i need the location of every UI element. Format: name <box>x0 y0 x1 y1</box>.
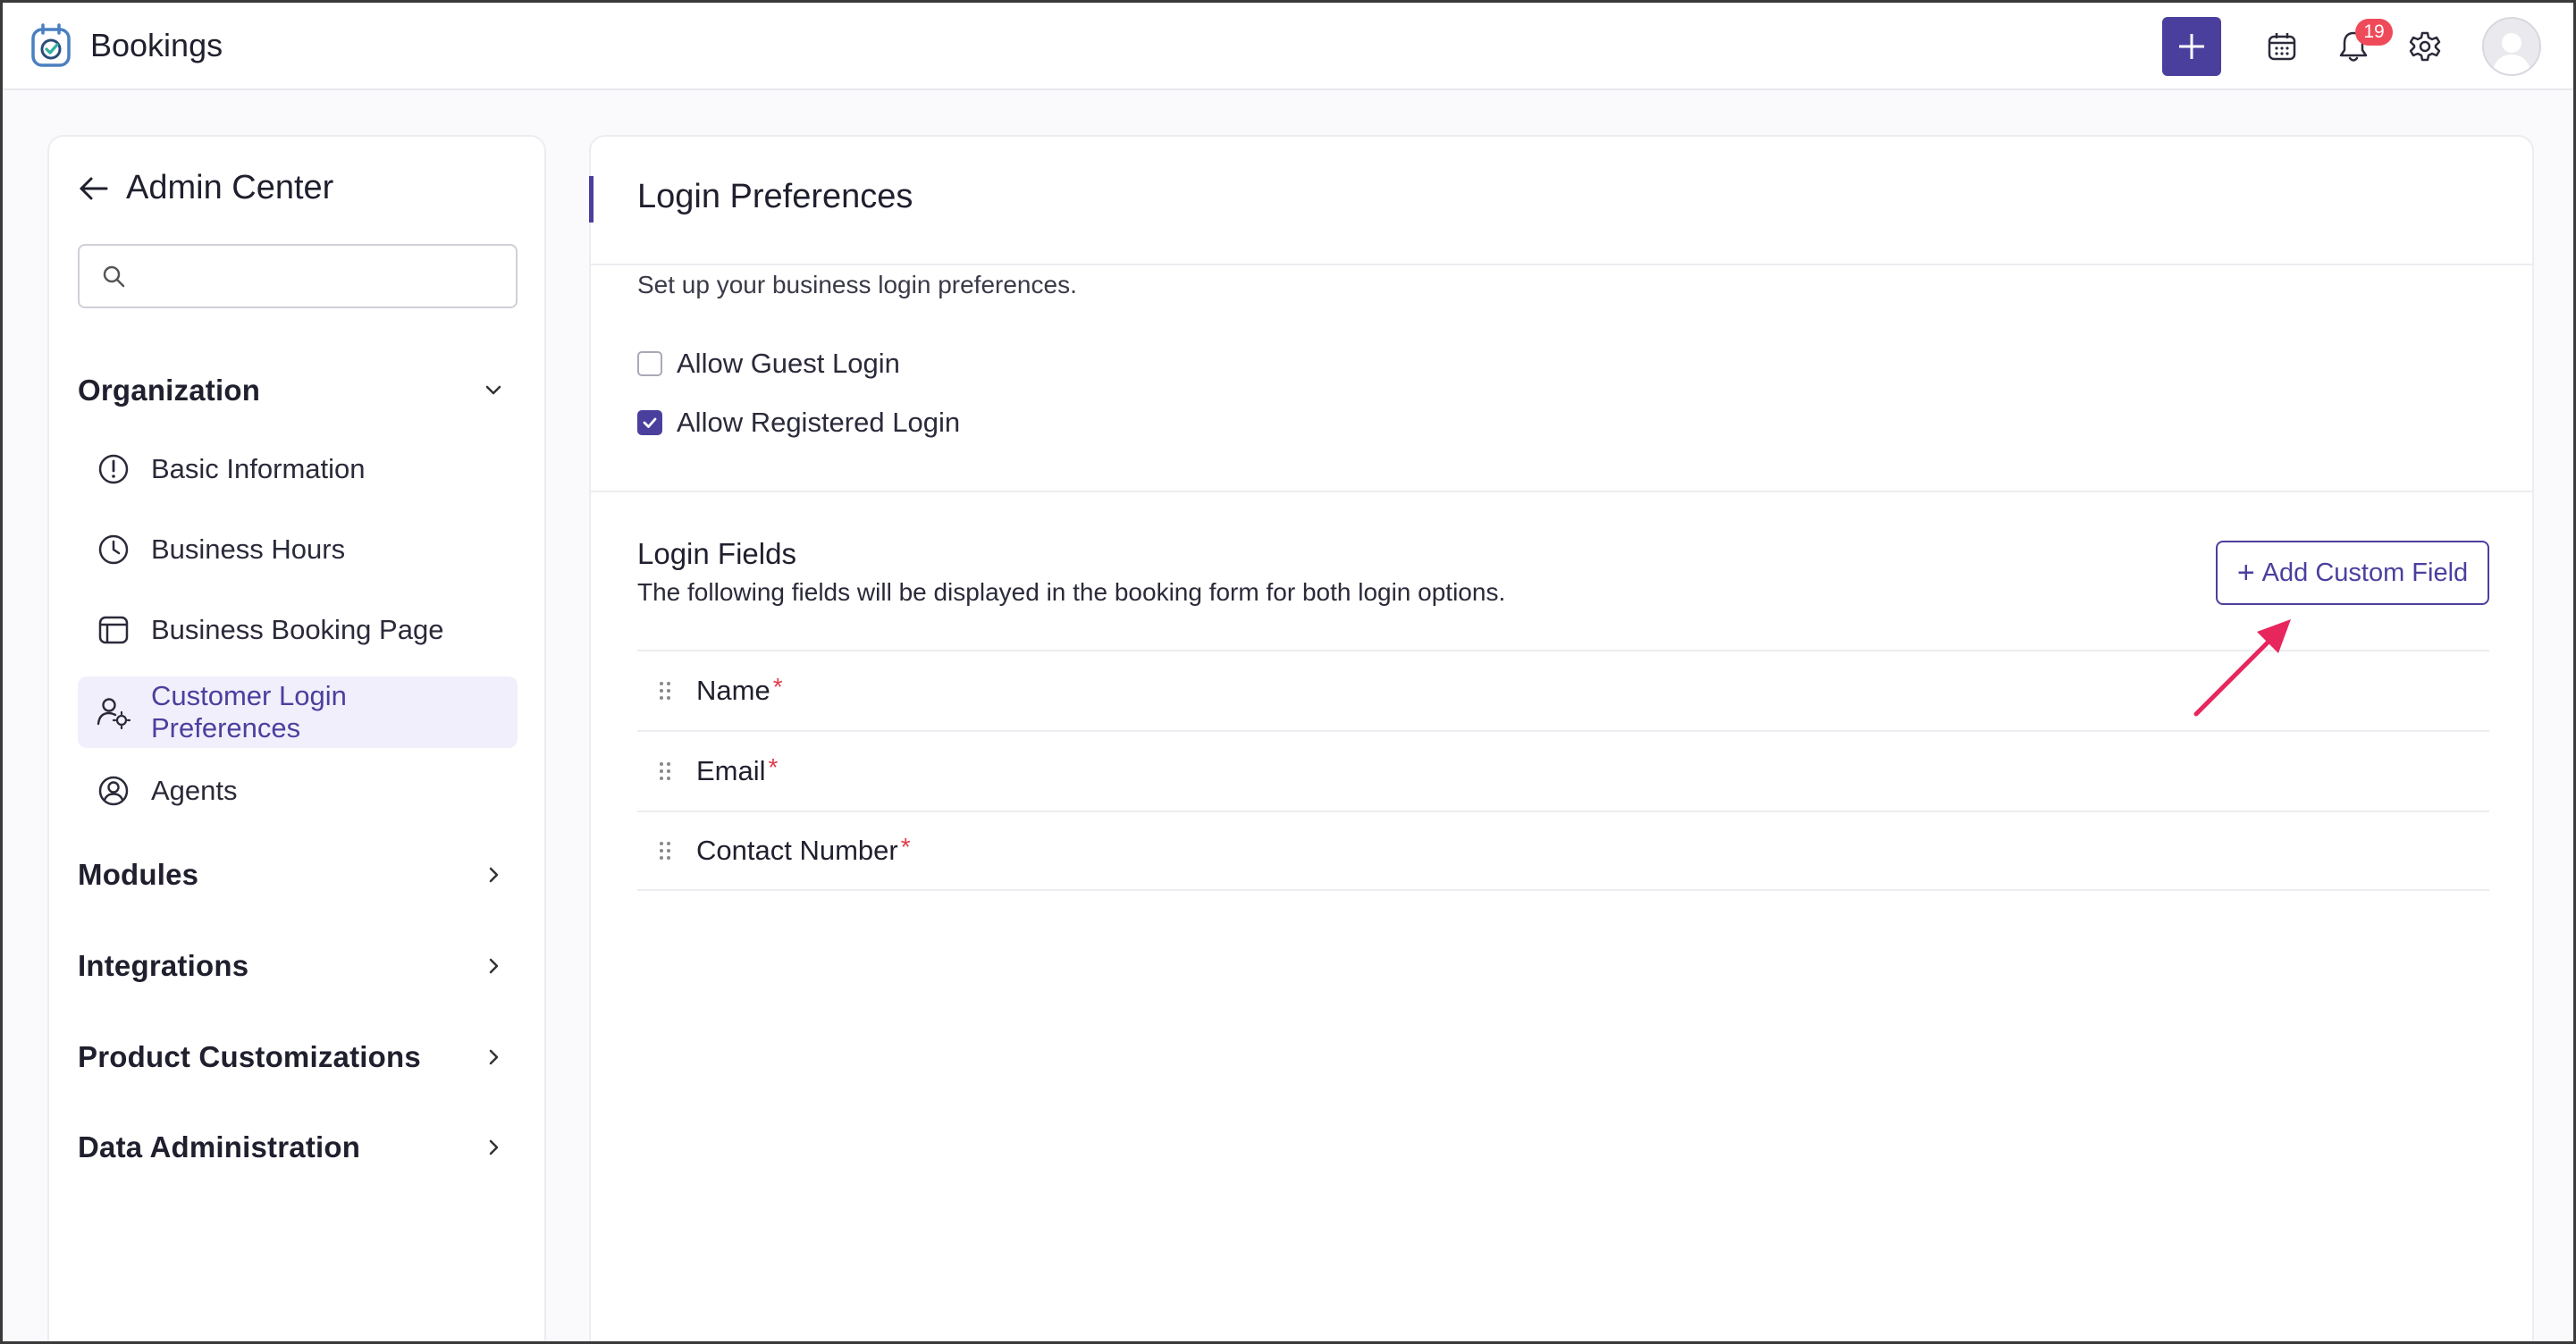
page-description: Set up your business login preferences. <box>637 271 1077 298</box>
sidebar-item-label: Agents <box>151 775 238 806</box>
allow-registered-login-option[interactable] <box>637 407 960 439</box>
chevron-down-icon <box>480 377 507 404</box>
sidebar-item-label: Basic Information <box>151 453 366 484</box>
login-field-row[interactable] <box>637 650 2489 730</box>
top-bar <box>3 3 2573 90</box>
sidebar-search[interactable] <box>78 244 518 308</box>
plus-icon: + <box>2236 556 2255 590</box>
login-preferences-panel <box>589 135 2534 1344</box>
section-product-customizations-label: Product Customizations <box>78 1040 421 1073</box>
section-integrations-label: Integrations <box>78 949 249 982</box>
allow-guest-login-option[interactable] <box>637 348 900 380</box>
allow-guest-login-checkbox[interactable] <box>637 351 662 376</box>
settings-button[interactable] <box>2389 17 2461 76</box>
sidebar-item-label: Business Booking Page <box>151 614 444 645</box>
allow-registered-login-label: Allow Registered Login <box>677 407 961 438</box>
sidebar-item-customer-login-preferences[interactable] <box>78 676 518 748</box>
field-name: Contact Number <box>696 835 898 866</box>
title-accent-bar <box>589 176 593 223</box>
section-modules[interactable] <box>78 848 518 902</box>
allow-registered-login-checkbox[interactable] <box>637 410 662 435</box>
section-organization[interactable] <box>78 364 518 417</box>
section-data-administration[interactable] <box>78 1121 518 1174</box>
allow-guest-login-label: Allow Guest Login <box>677 348 900 379</box>
sidebar-title: Admin Center <box>126 169 334 206</box>
admin-sidebar <box>47 135 546 1344</box>
bookings-logo-icon <box>28 21 76 70</box>
chevron-right-icon <box>480 1044 507 1071</box>
brand[interactable] <box>28 21 223 70</box>
user-circle-icon <box>96 773 131 809</box>
divider <box>591 264 2532 265</box>
page-title: Login Preferences <box>637 178 913 215</box>
add-custom-field-label: Add Custom Field <box>2261 558 2469 587</box>
calendar-button[interactable] <box>2246 17 2318 76</box>
sidebar-search-input[interactable] <box>139 249 516 303</box>
add-custom-field-button[interactable] <box>2216 541 2489 605</box>
sidebar-item-agents[interactable] <box>78 762 518 819</box>
drag-handle-icon[interactable] <box>652 758 678 785</box>
arrow-left-icon <box>76 171 112 206</box>
sidebar-item-label: Customer Login Preferences <box>151 680 347 743</box>
user-settings-icon <box>96 694 131 730</box>
field-name: Name <box>696 675 770 706</box>
divider <box>591 491 2532 492</box>
plus-icon <box>2176 31 2207 62</box>
create-new-button[interactable] <box>2162 17 2221 76</box>
layout-icon <box>96 612 131 648</box>
search-icon <box>101 264 126 289</box>
sidebar-item-basic-information[interactable] <box>78 441 518 498</box>
login-fields-title: Login Fields <box>637 537 796 570</box>
section-modules-label: Modules <box>78 858 199 891</box>
gear-icon <box>2409 30 2441 63</box>
required-marker: * <box>772 673 783 701</box>
notification-badge: 19 <box>2355 19 2393 46</box>
app-title: Bookings <box>90 27 223 63</box>
chevron-right-icon <box>480 953 507 979</box>
section-organization-label: Organization <box>78 374 261 407</box>
user-avatar[interactable] <box>2482 17 2541 76</box>
required-marker: * <box>768 753 779 781</box>
section-integrations[interactable] <box>78 939 518 993</box>
checkmark-icon <box>641 414 659 432</box>
notifications-button[interactable] <box>2318 17 2389 76</box>
top-actions <box>2162 3 2541 90</box>
login-field-row[interactable] <box>637 811 2489 891</box>
sidebar-item-label: Business Hours <box>151 533 346 565</box>
login-fields-subtitle: The following fields will be displayed in the booking form for both login options. <box>637 578 1506 606</box>
info-circle-icon <box>96 451 131 487</box>
user-avatar-icon <box>2487 24 2537 74</box>
chevron-right-icon <box>480 1134 507 1161</box>
section-product-customizations[interactable] <box>78 1030 518 1084</box>
clock-icon <box>96 532 131 567</box>
sidebar-item-business-hours[interactable] <box>78 521 518 578</box>
drag-handle-icon[interactable] <box>652 837 678 864</box>
sidebar-item-business-booking-page[interactable] <box>78 601 518 659</box>
required-marker: * <box>900 833 911 861</box>
calendar-icon <box>2267 31 2297 62</box>
drag-handle-icon[interactable] <box>652 677 678 704</box>
chevron-right-icon <box>480 861 507 888</box>
field-name: Email <box>696 755 766 786</box>
section-data-administration-label: Data Administration <box>78 1130 361 1163</box>
login-field-row[interactable] <box>637 730 2489 811</box>
back-to-admin-center[interactable] <box>76 169 333 207</box>
